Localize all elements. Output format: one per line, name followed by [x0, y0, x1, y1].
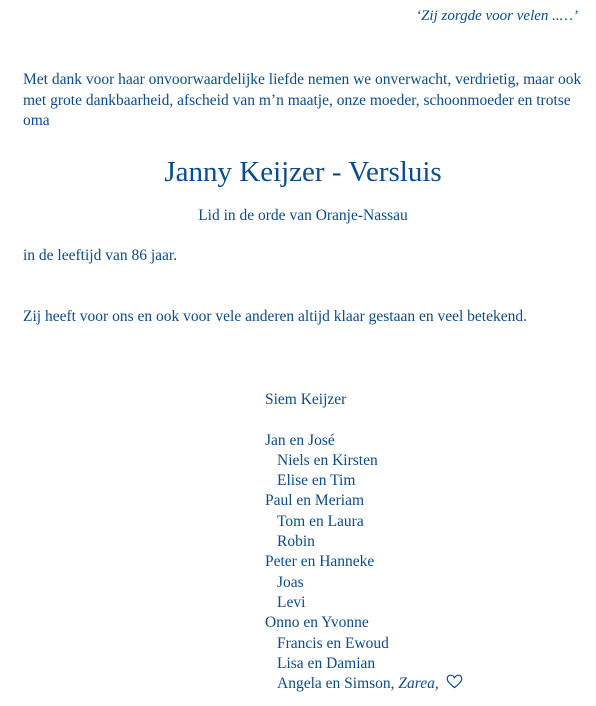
grandchild-name: Francis en Ewoud — [277, 634, 389, 652]
child-name: Peter en Hanneke — [265, 553, 375, 571]
intro-text: Met dank voor haar onvoorwaardelijke liefde nemen we onverwacht, verdrietig, maar ook met grote dankbaarheid, afscheid van m’n maatje, onze moeder, schoonmoeder en trotse oma — [23, 71, 582, 129]
spouse-name: Siem Keijzer — [265, 391, 347, 408]
motto-quote: ‘Zij zorgde voor velen ..…’ — [416, 8, 578, 24]
child-name: Jan en José — [265, 431, 335, 449]
grandchild-name: Levi — [277, 593, 306, 611]
age-line: in de leeftijd van 86 jaar. — [23, 247, 178, 264]
last-family-line — [265, 674, 463, 694]
grandchild-name: Robin — [277, 533, 315, 551]
deceased-name: Janny Keijzer - Versluis — [164, 156, 442, 188]
grandchild-name: Elise en Tim — [277, 472, 356, 490]
grandchild-name: Lisa en Damian — [277, 654, 376, 672]
grandchild-name: Joas — [277, 573, 304, 591]
spacer — [265, 410, 463, 430]
heart-icon — [446, 674, 463, 689]
honor-line: Lid in de orde van Oranje-Nassau — [198, 207, 408, 224]
grandchild-name: Angela en Simson, — [277, 675, 395, 693]
grandchild-name: Niels en Kirsten — [277, 451, 378, 469]
child-name: Onno en Yvonne — [265, 614, 369, 632]
child-name: Paul en Meriam — [265, 492, 365, 510]
great-grandchild-name: Zarea, — [398, 675, 439, 693]
tribute-line: Zij heeft voor ons en ook voor vele anderen altijd klaar gestaan en veel betekend. — [23, 308, 527, 325]
family-list — [265, 390, 463, 694]
grandchild-name: Tom en Laura — [277, 512, 364, 530]
